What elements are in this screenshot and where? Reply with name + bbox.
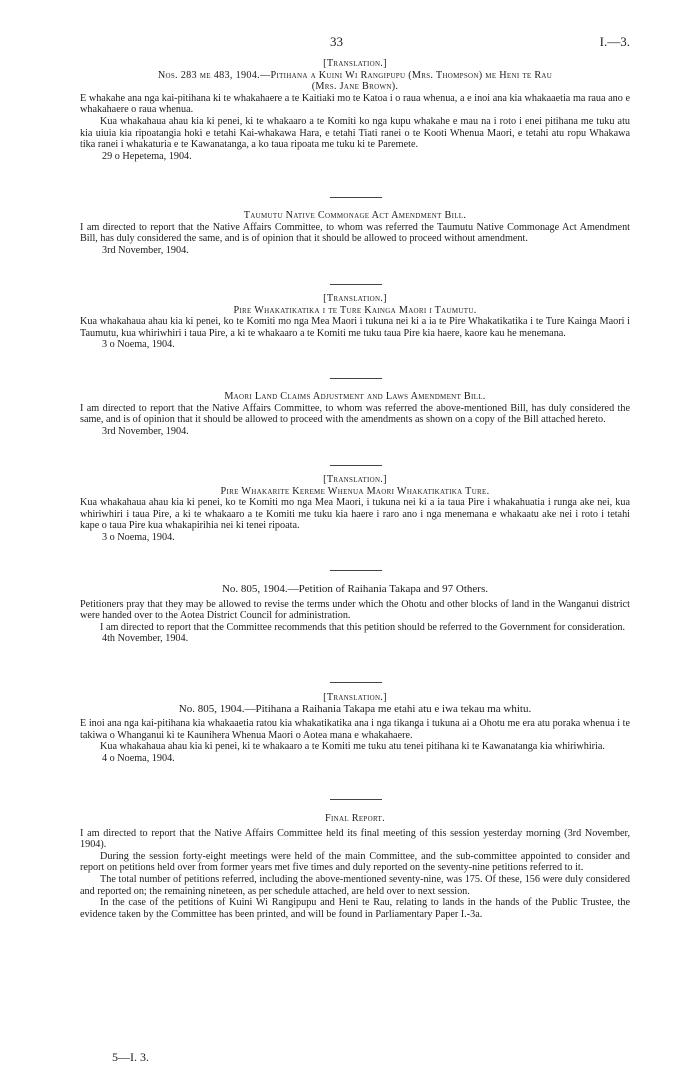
divider: [330, 682, 382, 683]
section-land-claims-bill: [80, 391, 630, 437]
section-taumutu-bill: [80, 210, 630, 256]
document-reference: I.—3.: [599, 34, 630, 49]
date-line: 4 o Noema, 1904.: [102, 752, 175, 764]
signature-mark: 5—I. 3.: [112, 1050, 149, 1064]
page-number: 33: [330, 34, 343, 49]
section-petition-283-translation: [80, 58, 630, 162]
translation-tag: [Translation.]: [323, 58, 387, 69]
section-title: Maori Land Claims Adjustment and Laws Amendment Bill.: [224, 391, 486, 402]
section-title-continued: (Mrs. Jane Brown).: [311, 81, 399, 93]
section-title: No. 805, 1904.—Pitihana a Raihania Takapa me etahi atu e iwa tekau ma whitu.: [178, 702, 532, 715]
section-taumutu-translation: [80, 293, 630, 351]
divider: [330, 570, 382, 571]
page-header: [80, 34, 630, 50]
paragraph: I am directed to report that the Native Affairs Committee, to whom was referred the above-mentioned Bill, has duly considered the same, and is of opinion that it should be allowed to proceed with the amendments as shown on a copy of the Bill attached hereto.: [80, 402, 630, 426]
paragraph: In the case of the petitions of Kuini Wi Rangipupu and Heni te Rau, relating to lands in the hands of the Public Trustee, the evidence taken by the Committee has been printed, and will be found in Parliamentary Paper I.-3a.: [80, 897, 630, 920]
date-line: 4th November, 1904.: [102, 633, 189, 645]
section-petition-805-translation: [80, 692, 630, 765]
paragraph: Kua whakahaua ahau kia ki penei, ki te whakaaro a te Komiti me tuku atu tenei pitihana ki te Kawanatanga kia whiriwhiria.: [100, 741, 605, 753]
paragraph: Kua whakahaua ahau kia ki penei, ki te whakaaro a te Komiti ko nga kupu whakahe e mau na i roto i enei pitihana me tuku atu kia uiuia kia ripoatangia hoki e tetahi Kai-whakawa Hara, e tetahi Tiati ranei o te Kooti Whenua Maori, e tetahi atu ropu Whakawa tika ranei i whakaturia e te Kawanatanga, a ko taua ripoata me tuku ki te Paremete.: [80, 115, 630, 151]
paragraph: E inoi ana nga kai-pitihana kia whakaaetia ratou kia whakatikatika ana i nga tikanga i tukuna ai a Ohotu me era atu poraka whenua i te takiwa o Whanganui ki te Kaunihera Whenua Maori o Aotea mana e whakahaere.: [80, 718, 630, 741]
divider: [330, 284, 382, 285]
section-land-claims-translation: [80, 474, 630, 544]
divider: [330, 465, 382, 466]
date-line: 3rd November, 1904.: [102, 425, 189, 437]
section-title: Final Report.: [325, 813, 385, 824]
paragraph: The total number of petitions referred, including the above-mentioned seventy-nine, was 175. Of these, 156 were duly considered and reported on; the remaining nineteen, as per schedule attached, are held over to next session.: [80, 873, 630, 897]
translation-tag: [Translation.]: [323, 692, 387, 703]
paragraph: Petitioners pray that they may be allowed to revise the terms under which the Ohotu and other blocks of land in the Wanganui district were handed over to the Aotea District Council for administration.: [80, 598, 630, 622]
paragraph: I am directed to report that the Committee recommends that this petition should be referred to the Government for consideration.: [100, 621, 626, 633]
paragraph: During the session forty-eight meetings were held of the main Committee, and the sub-committee appointed to consider and report on petitions held over from former years met five times and duly reported on the seventy-nine petitions referred to it.: [80, 850, 630, 874]
date-line: 3 o Noema, 1904.: [102, 531, 175, 543]
section-title: Pire Whakarite Kereme Whenua Maori Whakatikatika Ture.: [220, 485, 490, 497]
paragraph: I am directed to report that the Native Affairs Committee, to whom was referred the Taumutu Native Commonage Act Amendment Bill, has duly considered the same, and is of opinion that it should be allowed to proceed without amendment.: [80, 221, 630, 245]
paragraph: Kua whakahaua ahau kia ki penei, ko te Komiti mo nga Mea Maori i tukuna nei ki a ia te Pire Whakatikatika i te Ture Kainga Maori i Taumutu, kua whiriwhiri i taua Pire, a ki te whakaaro a te Komiti me tuku taua Pire kia haere, kaore kau he menemana.: [80, 316, 630, 339]
divider: [330, 197, 382, 198]
date-line: 3rd November, 1904.: [102, 244, 189, 256]
paragraph: I am directed to report that the Native Affairs Committee held its final meeting of this session yesterday morning (3rd November, 1904).: [80, 827, 630, 851]
footer-signature: [112, 1050, 149, 1065]
date-line: 3 o Noema, 1904.: [102, 339, 175, 351]
divider: [330, 378, 382, 379]
translation-tag: [Translation.]: [323, 293, 387, 304]
section-title: Taumutu Native Commonage Act Amendment Bill.: [243, 210, 467, 221]
paragraph: E whakahe ana nga kai-pitihana ki te whakahaere a te Kaitiaki mo te Katoa i o raua whenua, a e inoi ana kia whakaaetia ma raua ano e whakahaere o raua whenua.: [80, 92, 630, 116]
paragraph: Kua whakahaua ahau kia ki penei, ko te Komiti mo nga Mea Maori, i tukuna nei ki a ia taua Pire i whakahuatia i runga ake nei, kua whiriwhiri i taua Pire, a ki te whakaaro a te Komiti me tuku kia haere i raro ano i nga menemana e whakaatu ake nei i roto i tetahi kape o taua Pire kua whakapirihia nei ki tenei ripoata.: [80, 497, 630, 532]
translation-tag: [Translation.]: [323, 474, 387, 485]
section-title: Pire Whakatikatika i te Ture Kainga Maori i Taumutu.: [233, 304, 477, 316]
divider: [330, 799, 382, 800]
date-line: 29 o Hepetema, 1904.: [102, 150, 192, 162]
section-title: Nos. 283 me 483, 1904.—Pitihana a Kuini Wi Rangipupu (Mrs. Thompson) me Heni te Rau: [157, 69, 553, 81]
section-final-report: [80, 813, 630, 920]
section-title: No. 805, 1904.—Petition of Raihania Takapa and 97 Others.: [221, 583, 489, 595]
section-petition-805: [80, 584, 630, 645]
